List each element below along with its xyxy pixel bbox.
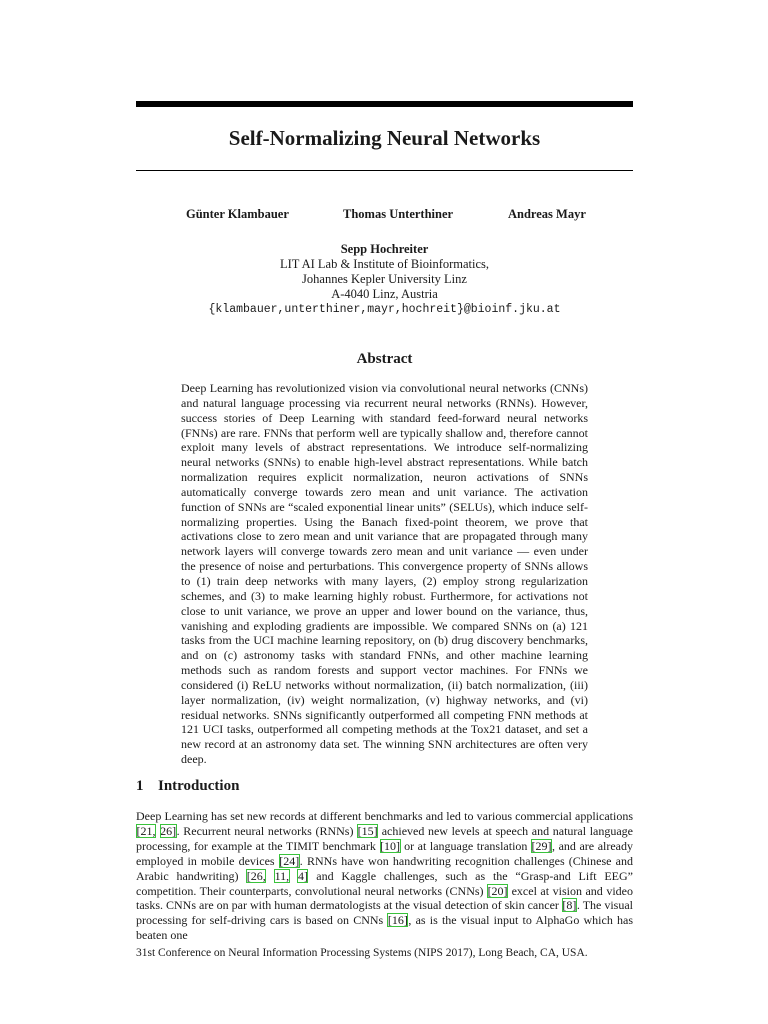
affiliation-line: LIT AI Lab & Institute of Bioinformatics, xyxy=(279,257,490,271)
introduction-body xyxy=(136,809,633,943)
intro-text: . Recurrent neural networks (RNNs) xyxy=(176,823,358,838)
intro-text: . RNNs have won handwriting recognition challenges (Chinese and Arabic handwriting) xyxy=(136,853,633,883)
affiliation-block xyxy=(136,242,633,317)
author-name: Andreas Mayr xyxy=(508,207,586,221)
section-number: 1 xyxy=(136,778,144,794)
intro-text: . The visual processing for self-driving cars is based on CNNs xyxy=(136,898,634,928)
conference-footnote: 31st Conference on Neural Information Processing Systems (NIPS 2017), Long Beach, CA, USA. xyxy=(136,947,588,959)
section-title: Introduction xyxy=(158,778,240,794)
intro-text: achieved new levels at speech and natural language processing, for example at the TIMIT benchmark xyxy=(136,823,634,853)
affiliation-line: A-4040 Linz, Austria xyxy=(331,287,438,301)
intro-text: Deep Learning has set new records at different benchmarks and led to various commercial applications xyxy=(136,809,633,823)
section-heading-introduction xyxy=(136,776,239,796)
citation-link[interactable]: [10] xyxy=(380,838,400,853)
citation-link[interactable]: 11, xyxy=(274,868,290,883)
citation-link[interactable]: 4] xyxy=(297,868,308,883)
title-bottom-rule xyxy=(136,170,633,171)
intro-text: and Kaggle challenges, such as the “Grasp-and Lift EEG” competition. Their counterparts, convolutional neural networks (CNNs) xyxy=(136,868,633,898)
title-top-rule xyxy=(136,101,633,107)
citation-link[interactable]: 26] xyxy=(160,823,177,838)
citation-link[interactable]: [26, xyxy=(246,868,266,883)
citation-link[interactable]: [15] xyxy=(357,823,378,838)
citation-link[interactable]: [20] xyxy=(487,883,508,898)
citation-link[interactable]: [24] xyxy=(279,853,300,868)
citation-link[interactable]: [8] xyxy=(562,898,577,913)
senior-author-name: Sepp Hochreiter xyxy=(340,242,429,256)
author-emails: {klambauer,unterthiner,mayr,hochreit}@bioinf.jku.at xyxy=(208,303,561,316)
author-name: Thomas Unterthiner xyxy=(343,207,454,221)
intro-text: , as is the visual input to AlphaGo which has beaten one xyxy=(136,913,634,943)
abstract-body: Deep Learning has revolutionized vision via convolutional neural networks (CNNs) and natural language processing via recurrent neural networks (RNNs). However, success stories of Deep Learning with standard feed-forward neural networks (FNNs) are rare. FNNs that perform well are typically shallow and, therefore cannot exploit many levels of abstract representations. We introduce self-normalizing neural networks (SNNs) to enable high-level abstract representations. While batch normalization requires explicit normalization, neuron activations of SNNs automatically converge towards zero mean and unit variance. The activation function of SNNs are “scaled exponential linear units” (SELUs), which induce self-normalizing properties. Using the Banach fixed-point theorem, we prove that activations close to zero mean and unit variance that are propagated through many network layers will converge towards zero mean and unit variance — even under the presence of noise and perturbations. This convergence property of SNNs allows to (1) train deep networks with many layers, (2) employ strong regularization schemes, and (3) to make learning highly robust. Furthermore, for activations not close to unit variance, we prove an upper and lower bound on the variance, thus, vanishing and exploding gradients are impossible. We compared SNNs on (a) 121 tasks from the UCI machine learning repository, on (b) drug discovery benchmarks, and on (c) astronomy tasks with standard FNNs, and other machine learning methods such as random forests and support vector machines. For FNNs we considered (i) ReLU networks without normalization, (ii) batch normalization, (iii) layer normalization, (iv) weight normalization, (v) highway networks, and (vi) residual networks. SNNs significantly outperformed all competing FNN methods at 121 UCI tasks, outperformed all competing methods at the Tox21 dataset, and set a new record at an astronomy data set. The winning SNN architectures are often very deep. xyxy=(181,381,588,767)
abstract-heading: Abstract xyxy=(356,351,413,367)
intro-text: , and are already employed in mobile devices xyxy=(136,838,634,868)
intro-text: excel at vision and video tasks. CNNs are on par with human dermatologists at the visual detection of skin cancer xyxy=(136,883,633,913)
paper-title: Self-Normalizing Neural Networks xyxy=(228,126,541,150)
citation-link[interactable]: [16] xyxy=(387,913,408,928)
intro-text xyxy=(266,869,274,883)
affiliation-line: Johannes Kepler University Linz xyxy=(302,272,467,286)
intro-text: or at language translation xyxy=(400,838,531,853)
citation-link[interactable]: [21, xyxy=(136,823,156,838)
citation-link[interactable]: [29] xyxy=(531,838,552,853)
author-name: Günter Klambauer xyxy=(186,207,289,221)
